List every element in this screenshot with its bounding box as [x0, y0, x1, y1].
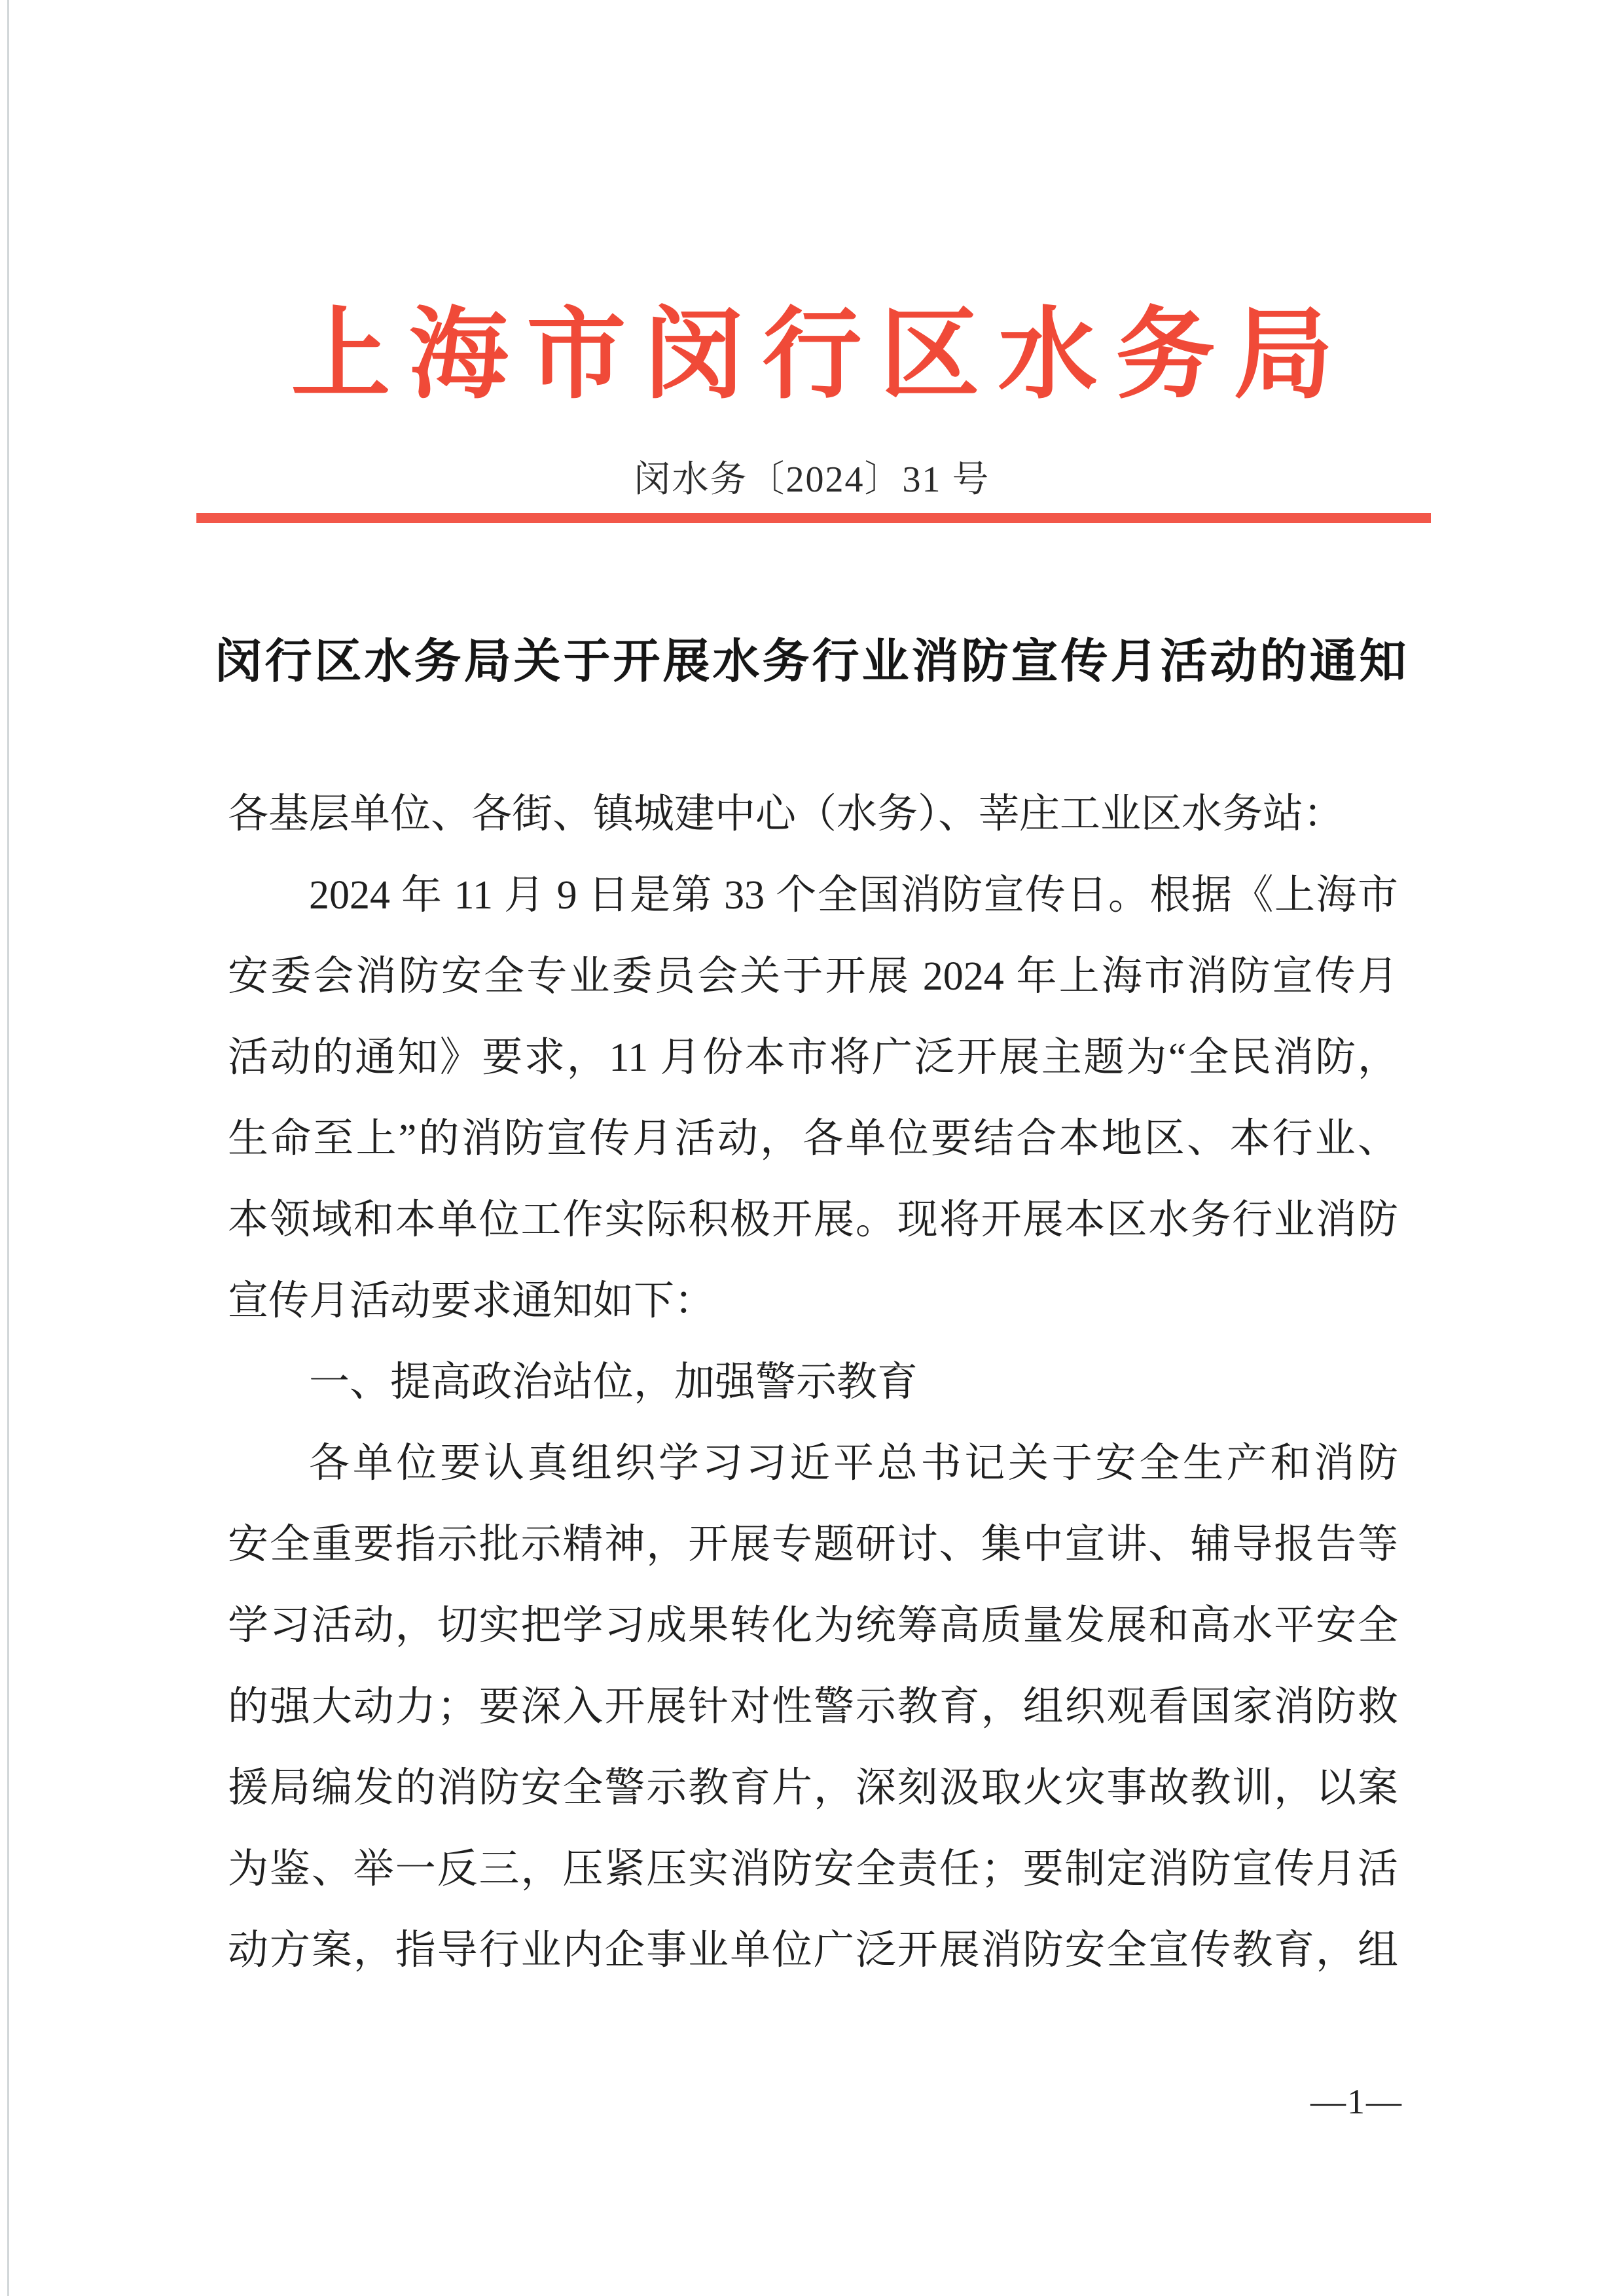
body-line: 的强大动力；要深入开展针对性警示教育，组织观看国家消防救 — [228, 1685, 1398, 1729]
body-line: 动方案，指导行业内企事业单位广泛开展消防安全宣传教育，组 — [228, 1928, 1398, 1973]
body-line: 援局编发的消防安全警示教育片，深刻汲取火灾事故教训，以案 — [228, 1766, 1398, 1810]
body-line: 2024 年 11 月 9 日是第 33 个全国消防宣传日。根据《上海市 — [309, 873, 1398, 918]
page-number: —1— — [1310, 2082, 1403, 2121]
body-line: 各基层单位、各街、镇城建中心（水务）、莘庄工业区水务站： — [228, 792, 1344, 836]
body-line: 学习活动，切实把学习成果转化为统筹高质量发展和高水平安全 — [228, 1604, 1398, 1648]
body-line: 活动的通知》要求，11 月份本市将广泛开展主题为“全民消防， — [228, 1035, 1398, 1080]
body-line: 宣传月活动要求通知如下： — [228, 1279, 715, 1323]
masthead-org-title: 上海市闵行区水务局 — [291, 300, 1352, 410]
document-title: 闵行区水务局关于开展水务行业消防宣传月活动的通知 — [215, 636, 1409, 688]
body-line: 为鉴、举一反三，压紧压实消防安全责任；要制定消防宣传月活 — [228, 1847, 1398, 1892]
document-body — [228, 774, 1398, 1991]
body-line: 各单位要认真组织学习习近平总书记关于安全生产和消防 — [309, 1441, 1398, 1486]
masthead-red-rule — [196, 513, 1431, 523]
document-number: 闵水务〔2024〕31 号 — [634, 459, 990, 500]
body-line: 一、提高政治站位，加强警示教育 — [309, 1360, 918, 1405]
body-line: 安全重要指示批示精神，开展专题研讨、集中宣讲、辅导报告等 — [228, 1522, 1398, 1567]
body-line: 安委会消防安全专业委员会关于开展 2024 年上海市消防宣传月 — [228, 954, 1398, 999]
body-line: 本领域和本单位工作实际积极开展。现将开展本区水务行业消防 — [228, 1198, 1398, 1242]
body-line: 生命至上”的消防宣传月活动，各单位要结合本地区、本行业、 — [228, 1117, 1398, 1161]
